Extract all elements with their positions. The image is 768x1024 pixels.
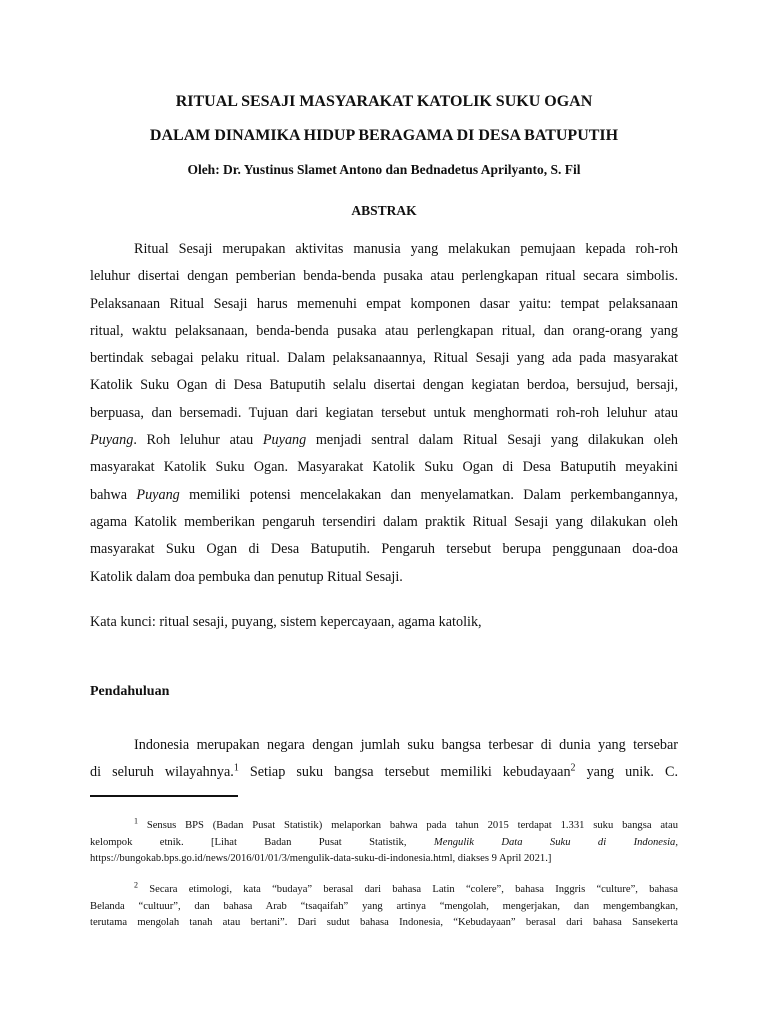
footnote-2 (90, 882, 678, 932)
section-heading: Pendahuluan (90, 684, 170, 699)
intro-body (90, 732, 678, 787)
abstract-text: . Roh leluhur atau (133, 432, 263, 449)
footnote-number: 1 (134, 816, 138, 826)
abstract-text: memiliki potensi mencelakakan dan menyelamatkan. Dalam perkembangannya, (179, 486, 678, 503)
footnote-line (90, 818, 678, 835)
abstract-line: Katolik dalam doa pembuka dan penutup Ritual Sesaji. (90, 568, 403, 585)
abstract-line: masyarakat Katolik Suku Ogan. Masyarakat Katolik Suku Ogan di Desa Batuputih meyakini (90, 459, 678, 476)
author-line: Oleh: Dr. Yustinus Slamet Antono dan Bednadetus Aprilyanto, S. Fil (187, 162, 581, 177)
abstract-line: agama Katolik memberikan pengaruh tersendiri dalam praktik Ritual Sesaji yang dilakukan oleh (90, 513, 678, 530)
italic-term: Puyang (90, 432, 134, 449)
abstract-line: berpuasa, dan bersemadi. Tujuan dari kegiatan tersebut untuk menghormati roh-roh leluhur atau (90, 404, 678, 421)
abstract-body (90, 236, 678, 591)
italic-term: Puyang (136, 486, 180, 503)
abstract-line: ritual, waktu pelaksanaan, benda-benda pusaka atau perlengkapan ritual, dan orang-orang yang (90, 322, 678, 339)
footnote-line (90, 835, 678, 852)
abstract-heading: ABSTRAK (351, 203, 417, 218)
abstract-line: Ritual Sesaji merupakan aktivitas manusia yang melakukan pemujaan kepada roh-roh (134, 241, 678, 257)
keywords-line: Kata kunci: ritual sesaji, puyang, sistem kepercayaan, agama katolik, (90, 614, 482, 630)
abstract-line: bertindak sebagai pelaku ritual. Dalam pelaksanaannya, Ritual Sesaji yang ada pada masyarakat (90, 350, 678, 367)
italic-term: Puyang (262, 432, 307, 449)
intro-text: Setiap suku bangsa tersebut memiliki kebudayaan (238, 764, 571, 781)
footnote-line: https://bungokab.bps.go.id/news/2016/01/01/3/mengulik-data-suku-di-indonesia.html, diakses 9 April 2021.] (90, 853, 552, 864)
abstract-line: leluhur disertai dengan pemberian benda-benda pusaka atau perlengkapan ritual secara simbolis. (90, 268, 678, 285)
footnote-line: Belanda “cultuur”, dan bahasa Arab “tsaqaifah” yang artinya “mengolah, mengerjakan, dan mengembangkan, (90, 900, 678, 912)
title-line-2: DALAM DINAMIKA HIDUP BERAGAMA DI DESA BATUPUTIH (149, 127, 619, 144)
footnote-line: terutama mengolah tanah atau bertani”. Dari sudut bahasa Indonesia, “Kebudayaan” berasal dari bahasa Sansekerta (90, 917, 678, 928)
abstract-line (90, 427, 678, 454)
intro-line (90, 759, 678, 786)
abstract-text: menjadi sentral dalam Ritual Sesaji yang dilakukan oleh (306, 432, 678, 449)
footnote-text: Secara etimologi, kata “budaya” berasal dari bahasa Latin “colere”, bahasa Inggris “culture”, bahasa (138, 884, 678, 895)
footnote-ref[interactable]: 2 (570, 762, 576, 774)
title-line-1: RITUAL SESAJI MASYARAKAT KATOLIK SUKU OGAN (175, 93, 593, 110)
abstract-line: Katolik Suku Ogan di Desa Batuputih selalu disertai dengan kegiatan berdoa, bersujud, bersaji, (90, 377, 678, 394)
footnote-1 (90, 818, 678, 868)
footnote-line (90, 882, 678, 899)
footnote-number: 2 (134, 880, 138, 890)
footnote-separator (90, 795, 238, 797)
abstract-line: Pelaksanaan Ritual Sesaji harus memenuhi empat komponen dasar yaitu: tempat pelaksanaan (90, 295, 678, 312)
abstract-line (90, 482, 678, 509)
intro-text: di seluruh wilayahnya. (90, 764, 234, 781)
footnote-text: Sensus BPS (Badan Pusat Statistik) melaporkan bahwa pada tahun 2015 terdapat 1.331 suku bangsa atau (138, 820, 678, 831)
intro-text: yang unik. C. (575, 764, 678, 781)
footnote-text: kelompok etnik. [Lihat Badan Pusat Statistik, (90, 836, 434, 848)
intro-line: Indonesia merupakan negara dengan jumlah suku bangsa terbesar di dunia yang tersebar (134, 737, 678, 753)
footnote-italic: Mengulik Data Suku di Indonesia, (433, 836, 678, 848)
abstract-text: bahwa (90, 486, 137, 503)
abstract-line: masyarakat Suku Ogan di Desa Batuputih. Pengaruh tersebut berupa penggunaan doa-doa (90, 541, 678, 558)
footnote-ref[interactable]: 1 (233, 762, 239, 774)
